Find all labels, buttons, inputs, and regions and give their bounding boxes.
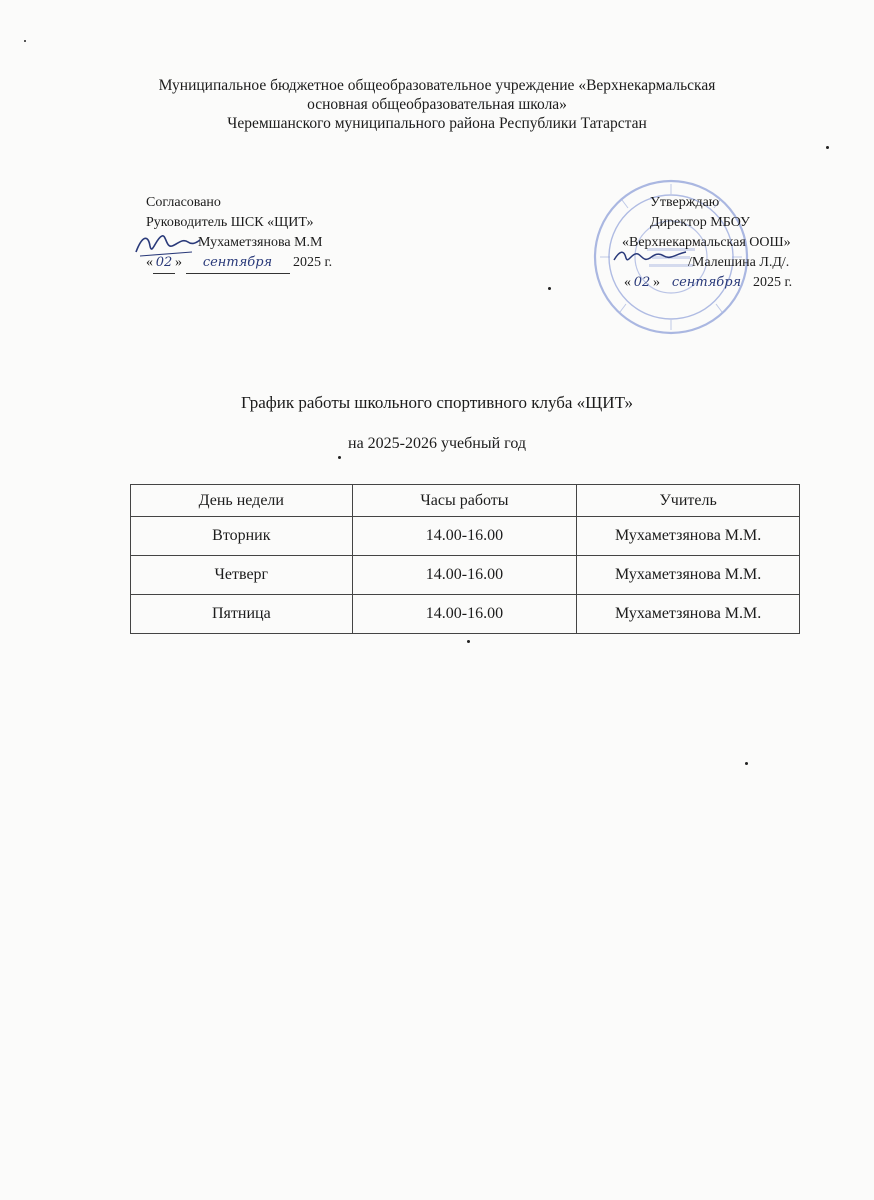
approval-right-date: [590, 273, 830, 293]
table-row: [131, 595, 800, 634]
approval-left-position: Руководитель ШСК «ЩИТ»: [146, 215, 314, 230]
approval-left-name: Мухаметзянова М.М: [198, 235, 323, 250]
date-quote-close: »: [175, 255, 182, 270]
scan-speck: [24, 40, 26, 42]
cell-day: Пятница: [131, 595, 353, 634]
cell-day: Вторник: [131, 517, 353, 556]
header-line-3: Черемшанского муниципального района Республики Татарстан: [227, 115, 647, 132]
approval-block-right: [590, 193, 830, 293]
cell-hours: 14.00-16.00: [352, 517, 577, 556]
column-header-teacher: Учитель: [577, 485, 800, 517]
column-header-day: День недели: [131, 485, 353, 517]
date-year: 2025 г.: [753, 275, 793, 290]
scan-speck: [338, 456, 341, 459]
approval-left-label: Согласовано: [146, 195, 221, 210]
column-header-hours: Часы работы: [352, 485, 577, 517]
cell-teacher: Мухаметзянова М.М.: [577, 556, 800, 595]
document-title: График работы школьного спортивного клуба «ЩИТ»: [240, 393, 634, 412]
cell-teacher: Мухаметзянова М.М.: [577, 595, 800, 634]
approval-right-label: Утверждаю: [650, 195, 720, 210]
approval-right-name: /Малешина Л.Д/.: [688, 255, 790, 270]
scan-speck: [745, 762, 748, 765]
header-line-2: основная общеобразовательная школа»: [307, 96, 567, 113]
signature-left: [132, 228, 202, 262]
signature-right: [612, 244, 688, 270]
schedule-table: [130, 484, 800, 634]
header-line-1: Муниципальное бюджетное общеобразовательное учреждение «Верхнекармальская: [158, 77, 716, 94]
cell-day: Четверг: [131, 556, 353, 595]
approval-right-position: Директор МБОУ: [650, 215, 750, 230]
date-month: сентября: [186, 253, 290, 274]
document-subtitle: на 2025-2026 учебный год: [348, 435, 526, 452]
date-quote-open: «: [624, 275, 631, 290]
date-quote-close: »: [653, 275, 660, 290]
cell-hours: 14.00-16.00: [352, 556, 577, 595]
approval-right-org: «Верхнекармальская ООШ»: [622, 235, 791, 250]
date-day: 02: [153, 253, 175, 274]
cell-hours: 14.00-16.00: [352, 595, 577, 634]
date-quote-open: «: [146, 255, 153, 270]
scan-speck: [548, 287, 551, 290]
scan-speck: [826, 146, 829, 149]
table-header-row: [131, 485, 800, 517]
date-year: 2025 г.: [293, 255, 333, 270]
date-month: сентября: [671, 275, 742, 290]
date-day: 02: [633, 275, 651, 290]
cell-teacher: Мухаметзянова М.М.: [577, 517, 800, 556]
table-row: [131, 517, 800, 556]
organization-header: [0, 76, 874, 133]
scan-speck: [467, 640, 470, 643]
table-row: [131, 556, 800, 595]
